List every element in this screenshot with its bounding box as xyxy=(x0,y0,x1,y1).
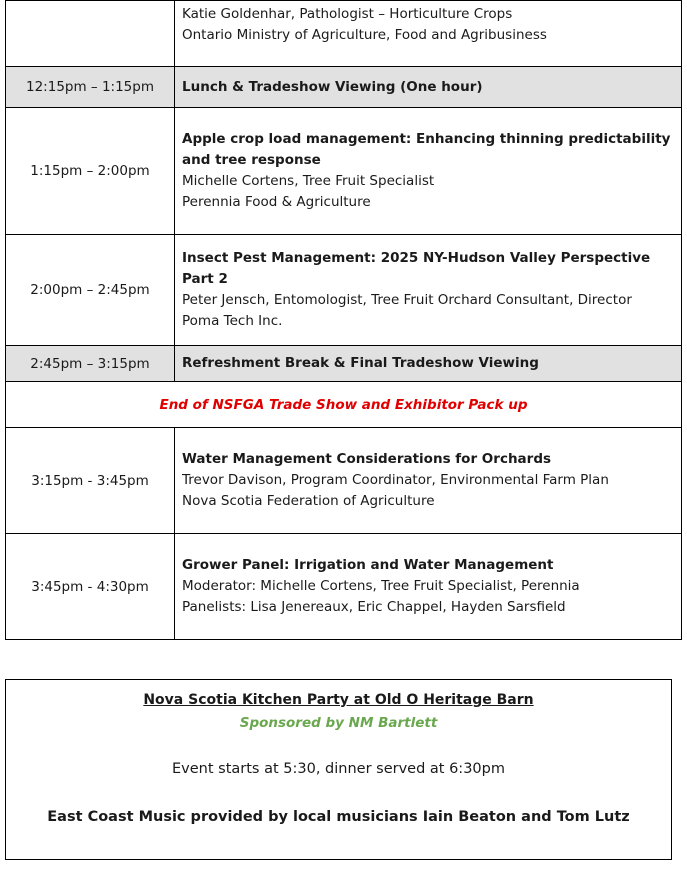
table-row xyxy=(6,534,682,640)
time-cell: 12:15pm – 1:15pm xyxy=(6,67,175,108)
org-line: Perennia Food & Agriculture xyxy=(182,194,371,210)
session-cell xyxy=(175,428,682,534)
org-line: Poma Tech Inc. xyxy=(182,313,283,329)
session-title: Lunch & Tradeshow Viewing (One hour) xyxy=(182,78,483,95)
time-cell: 3:45pm - 4:30pm xyxy=(6,534,175,640)
moderator-line: Moderator: Michelle Cortens, Tree Fruit Specialist, Perennia xyxy=(182,578,580,594)
speaker-line: Katie Goldenhar, Pathologist – Horticulture Crops xyxy=(182,6,513,22)
table-row xyxy=(6,428,682,534)
speaker-line: Trevor Davison, Program Coordinator, Environmental Farm Plan xyxy=(182,472,609,488)
speaker-line: Michelle Cortens, Tree Fruit Specialist xyxy=(182,173,435,189)
sponsor-text: Sponsored by NM Bartlett xyxy=(239,715,438,731)
kitchen-party-title: Nova Scotia Kitchen Party at Old O Heritage Barn xyxy=(143,692,534,708)
time-cell xyxy=(6,1,175,67)
org-line: Nova Scotia Federation of Agriculture xyxy=(182,493,435,509)
table-row xyxy=(6,1,682,67)
time-cell: 1:15pm – 2:00pm xyxy=(6,108,175,235)
table-row xyxy=(6,235,682,346)
session-cell xyxy=(175,235,682,346)
table-row xyxy=(6,108,682,235)
session-title: Grower Panel: Irrigation and Water Management xyxy=(182,557,554,573)
session-title: Apple crop load management: Enhancing thinning predictability and tree response xyxy=(182,131,671,168)
speaker-line: Peter Jensch, Entomologist, Tree Fruit Orchard Consultant, Director xyxy=(182,292,632,308)
time-cell: 2:45pm – 3:15pm xyxy=(6,346,175,382)
session-cell xyxy=(175,1,682,67)
event-time-text: Event starts at 5:30, dinner served at 6:30pm xyxy=(172,761,505,777)
trade-show-end-notice: End of NSFGA Trade Show and Exhibitor Pack up xyxy=(6,382,682,428)
time-cell: 3:15pm - 3:45pm xyxy=(6,428,175,534)
org-line: Ontario Ministry of Agriculture, Food and Agribusiness xyxy=(182,27,547,43)
session-title: Refreshment Break & Final Tradeshow Viewing xyxy=(182,355,539,371)
session-title: Insect Pest Management: 2025 NY-Hudson Valley Perspective Part 2 xyxy=(182,250,651,287)
table-row xyxy=(6,382,682,428)
session-cell xyxy=(175,346,682,382)
session-cell xyxy=(175,108,682,235)
time-cell: 2:00pm – 2:45pm xyxy=(6,235,175,346)
session-title: Water Management Considerations for Orchards xyxy=(182,451,552,467)
table-row xyxy=(6,346,682,382)
table-row xyxy=(6,67,682,108)
music-text: East Coast Music provided by local musicians Iain Beaton and Tom Lutz xyxy=(47,809,630,825)
schedule-table xyxy=(5,0,682,640)
session-cell xyxy=(175,534,682,640)
kitchen-party-box xyxy=(5,679,672,860)
session-cell xyxy=(175,67,682,108)
panelists-line: Panelists: Lisa Jenereaux, Eric Chappel, Hayden Sarsfield xyxy=(182,599,566,615)
